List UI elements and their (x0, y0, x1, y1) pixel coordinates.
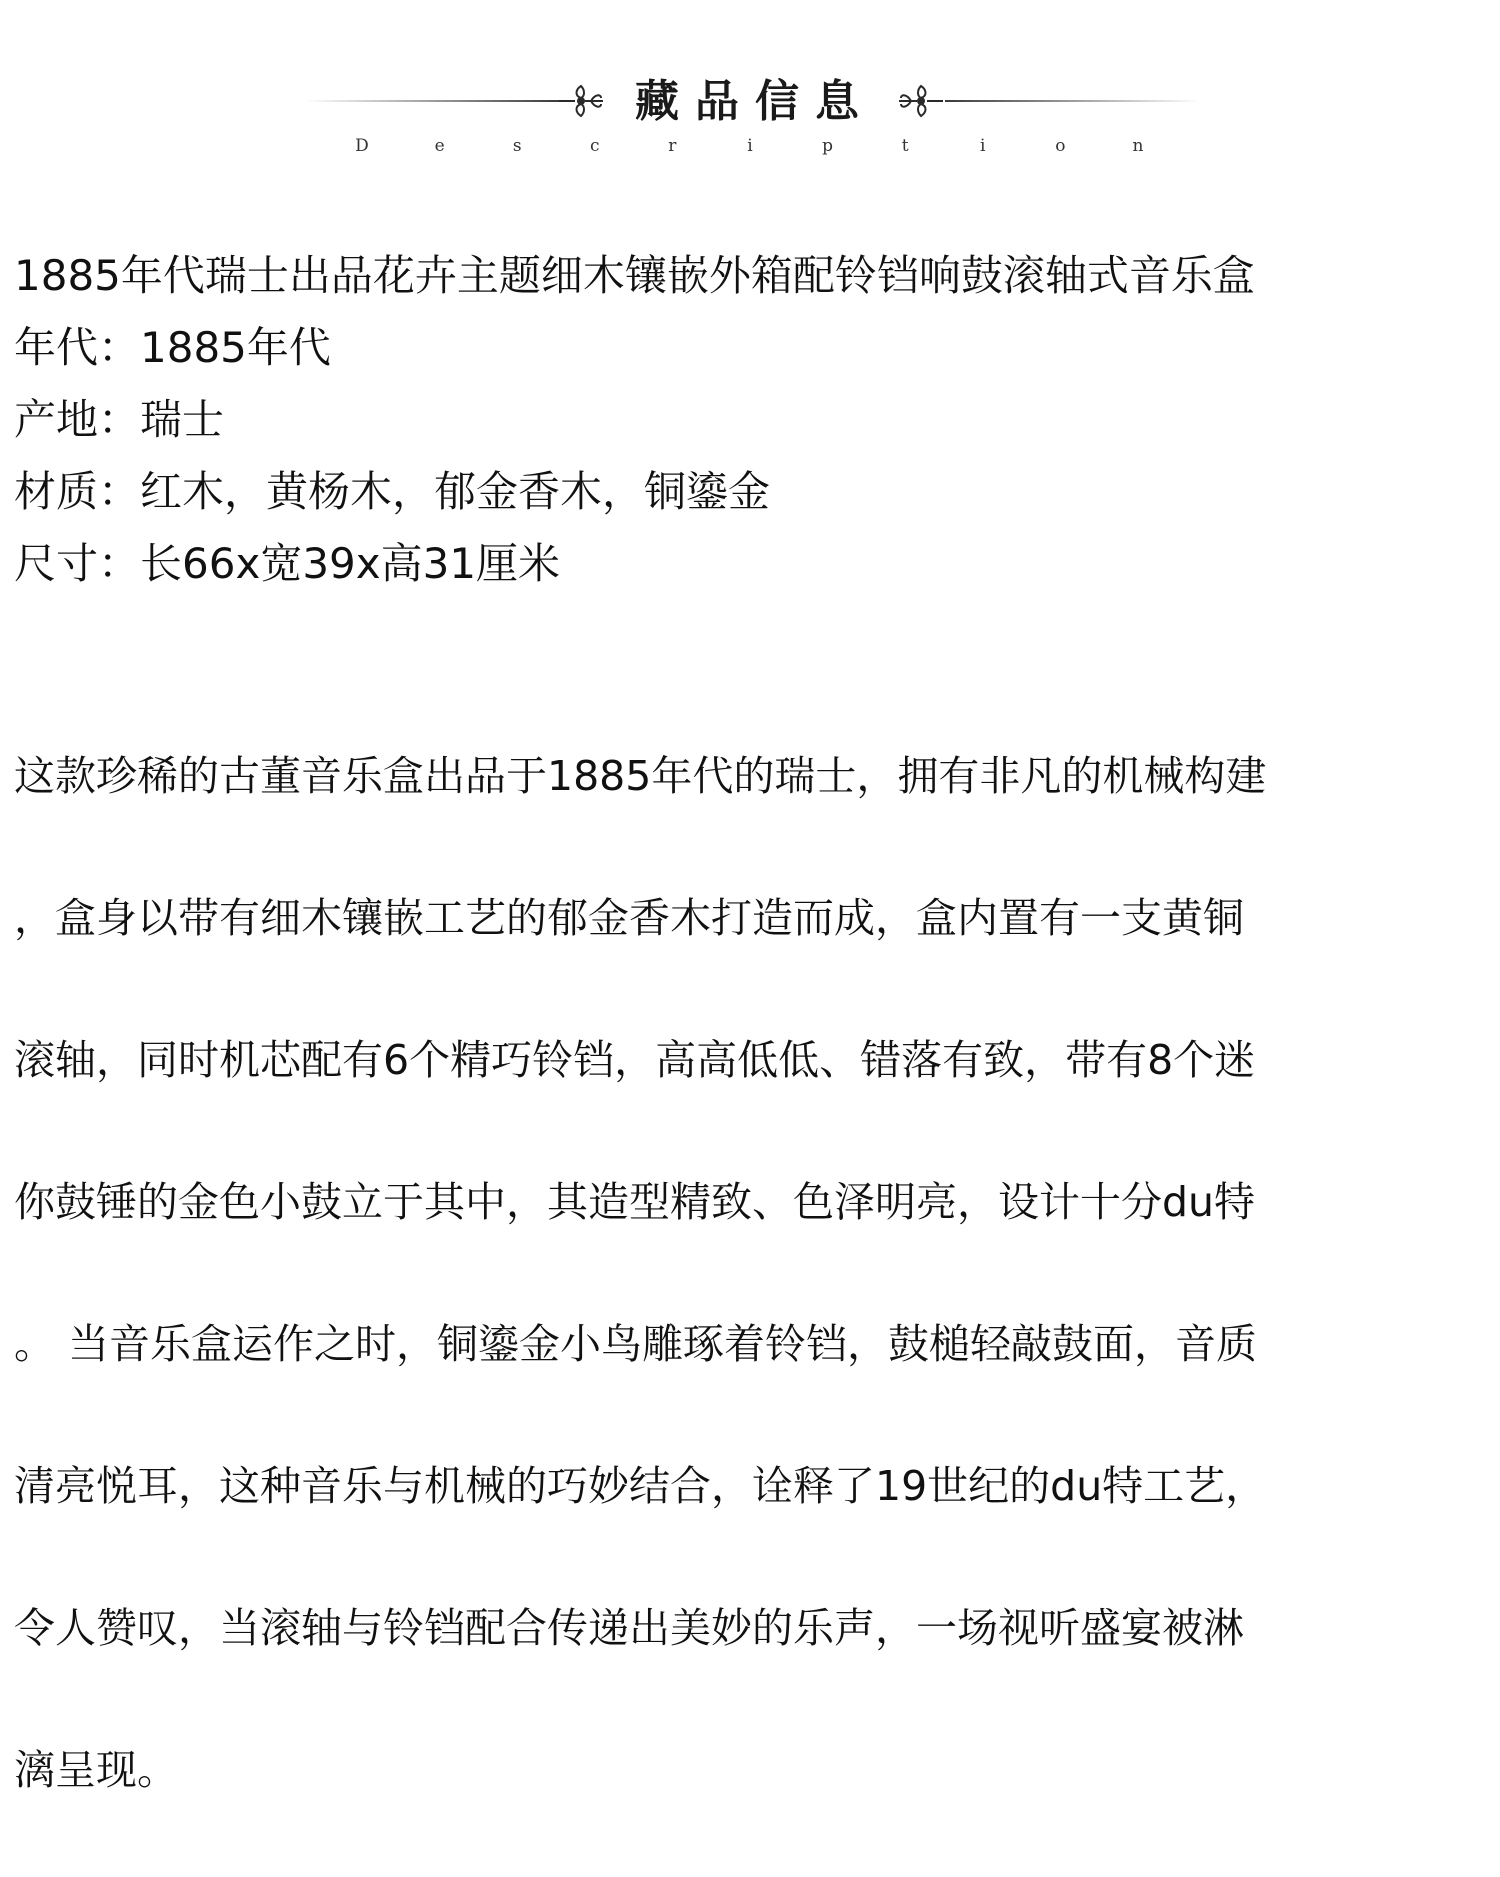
subtitle-letter: c (590, 136, 600, 156)
info-value: 瑞士 (140, 395, 225, 444)
subtitle-letter: r (668, 136, 677, 156)
subtitle-letter: t (901, 136, 909, 156)
description-paragraph (14, 670, 1484, 1877)
info-row-size (14, 528, 1484, 600)
item-title: 1885年代瑞士出品花卉主题细木镶嵌外箱配铃铛响鼓滚轴式音乐盒 (14, 251, 1255, 300)
description-line: 清亮悦耳，这种音乐与机械的巧妙结合，诠释了19世纪的du特工艺， (14, 1462, 1267, 1510)
info-row-material (14, 456, 1484, 528)
subtitle-letter: i (980, 136, 986, 156)
info-row-era (14, 312, 1484, 384)
subtitle-letter: p (822, 136, 833, 156)
subtitle-letter: n (1132, 136, 1144, 156)
subtitle-letter: s (512, 136, 522, 156)
description-line: 滚轴，同时机芯配有6个精巧铃铛，高高低低、错落有致，带有8个迷 (14, 1036, 1256, 1084)
section-header (0, 60, 1500, 170)
subtitle-letter: i (747, 136, 753, 156)
header-right-line (945, 100, 1200, 102)
info-label: 材质： (14, 467, 141, 516)
info-row-origin (14, 384, 1484, 456)
section-title: 藏品信息 (635, 76, 875, 127)
description-line: 你鼓锤的金色小鼓立于其中，其造型精致、色泽明亮，设计十分du特 (14, 1178, 1256, 1226)
info-value: 1885年代 (140, 323, 331, 372)
section-subtitle (355, 136, 1145, 156)
description-line: ，盒身以带有细木镶嵌工艺的郁金香木打造而成，盒内置有一支黄铜 (14, 894, 1244, 942)
info-label: 产地： (14, 395, 141, 444)
info-value: 红木，黄杨木，郁金香木，铜鎏金 (140, 467, 771, 516)
description-line: 令人赞叹，当滚轴与铃铛配合传递出美妙的乐声，一场视听盛宴被淋 (14, 1604, 1244, 1652)
info-label: 年代： (14, 323, 141, 372)
item-info (14, 240, 1484, 600)
header-left-line (305, 100, 560, 102)
description-line: 。 当音乐盒运作之时，铜鎏金小鸟雕琢着铃铛，鼓槌轻敲鼓面，音质 (14, 1320, 1258, 1368)
flourish-ornament-icon (895, 76, 947, 126)
subtitle-letter: o (1055, 136, 1066, 156)
flourish-ornament-icon (555, 76, 607, 126)
info-label: 尺寸： (14, 539, 141, 588)
subtitle-letter: e (434, 136, 445, 156)
description-line: 这款珍稀的古董音乐盒出品于1885年代的瑞士，拥有非凡的机械构建 (14, 752, 1267, 800)
subtitle-letter: D (355, 136, 369, 156)
info-value: 长66x宽39x高31厘米 (140, 539, 561, 588)
description-line: 漓呈现。 (14, 1746, 178, 1794)
